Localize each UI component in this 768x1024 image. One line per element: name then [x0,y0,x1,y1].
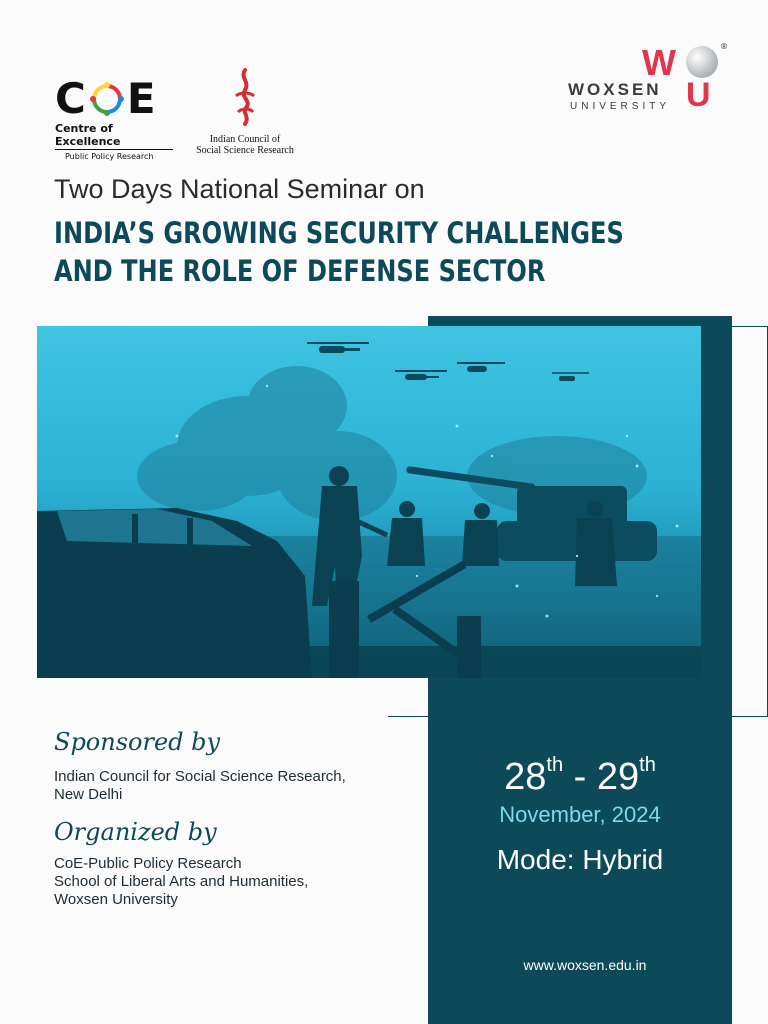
website-link[interactable]: www.woxsen.edu.in [523,957,647,973]
globe-icon [686,46,718,78]
woxsen-logo [568,42,738,112]
organizer-line1: CoE-Public Policy Research [54,855,242,872]
start-day: 28 [504,756,547,798]
icssr-logo [190,68,300,156]
organizer-line2: School of Liberal Arts and Humanities, [54,873,309,890]
coe-logo [55,74,175,161]
event-dates [428,754,732,799]
seminar-title-line1: INDIA’S GROWING SECURITY CHALLENGES [54,216,624,250]
registered-mark: ® [720,42,728,51]
woxsen-w-letter: W [642,42,676,83]
event-month-year: November, 2024 [499,802,661,827]
organized-by-label: Organized by [54,818,217,846]
end-day: 29 [596,756,640,798]
organizer-details [54,855,308,909]
sponsored-by-label: Sponsored by [54,728,221,756]
icssr-emblem-icon [230,68,260,126]
woxsen-u-letter: U [686,76,711,114]
decorative-frame-top [700,326,768,327]
battlefield-hero-image [37,326,701,678]
date-separator: - [563,756,597,798]
end-day-suffix: th [639,754,656,776]
woxsen-university-label: UNIVERSITY [570,101,671,112]
icssr-name-line1: Indian Council of [209,134,281,145]
event-mode: Mode: Hybrid [496,844,664,875]
seminar-title [54,214,624,290]
sponsor-line2: New Delhi [54,786,123,803]
coe-ring-icon [89,81,125,117]
sponsor-details [54,768,346,804]
helicopter-icon [307,343,589,381]
seminar-title-line2: AND THE ROLE OF DEFENSE SECTOR [54,254,546,288]
coe-subtitle: Centre of Excellence [55,122,173,150]
sponsor-line1: Indian Council for Social Science Research, [54,768,346,785]
seminar-kicker: Two Days National Seminar on [54,174,425,204]
start-day-suffix: th [546,754,564,776]
coe-wordmark: C E [55,74,157,123]
coe-tagline: Public Policy Research [65,152,154,161]
icssr-name-line2: Social Science Research [196,145,294,156]
woxsen-name: WOXSEN [568,80,662,99]
organizer-line3: Woxsen University [54,891,178,908]
